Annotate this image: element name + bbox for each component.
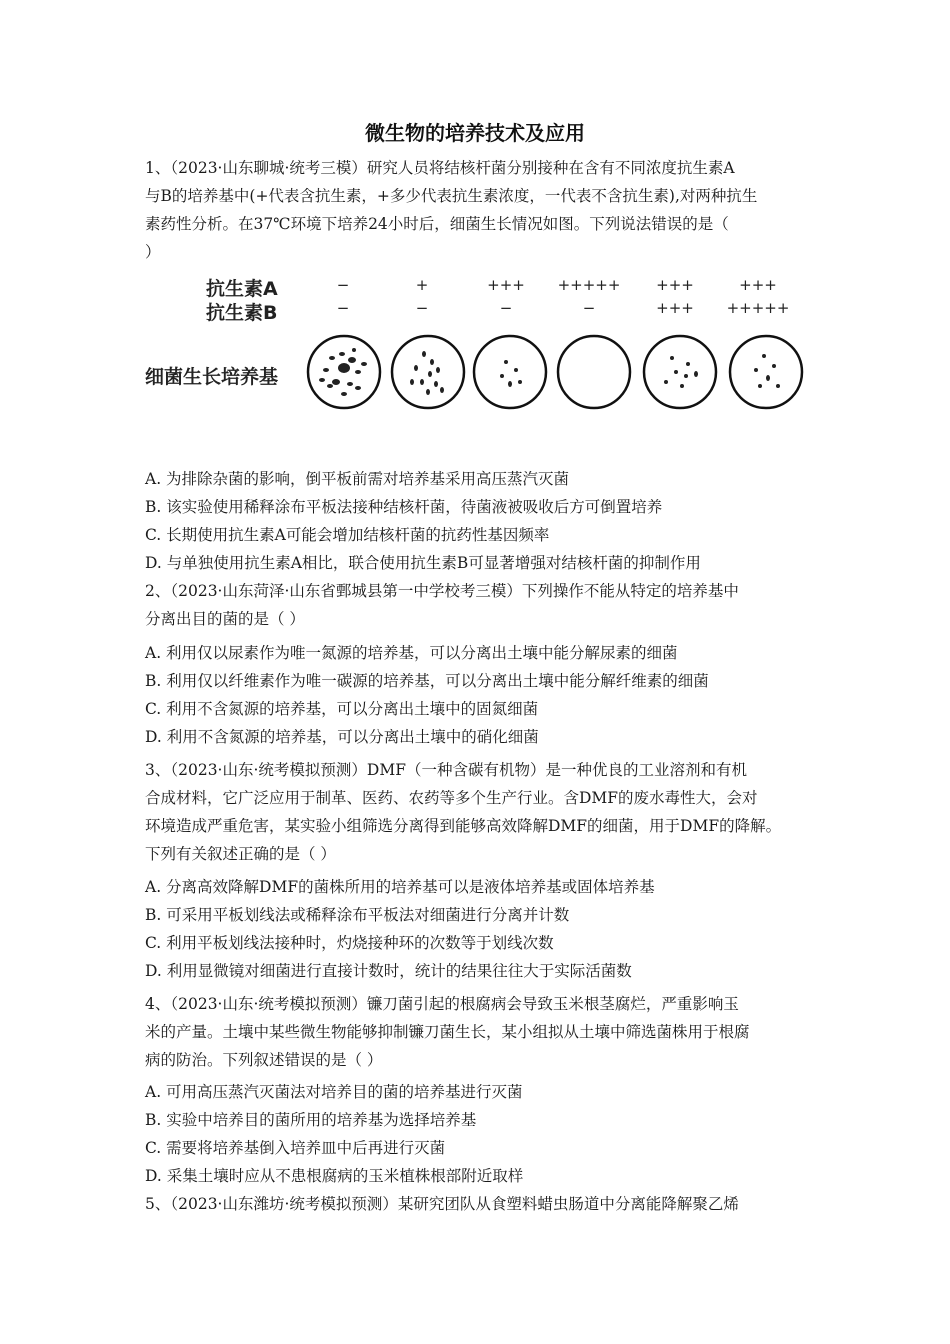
text-line: 病的防治。下列叙述错误的是（ ） <box>145 1051 383 1069</box>
text-line: ） <box>145 243 161 261</box>
figure-label-antibiotic-b: 抗生素B <box>206 302 278 324</box>
page-title: 微生物的培养技术及应用 <box>365 121 585 145</box>
figure-label-antibiotic-a: 抗生素A <box>206 278 278 300</box>
text-line: A. 为排除杂菌的影响，倒平板前需对培养基采用高压蒸汽灭菌 <box>145 470 570 488</box>
petri-dish <box>470 332 550 412</box>
text-line: D. 利用不含氮源的培养基，可以分离出土壤中的硝化细菌 <box>145 728 539 746</box>
text-line: C. 利用平板划线法接种时，灼烧接种环的次数等于划线次数 <box>145 934 554 952</box>
antibiotic-b-level: +++++ <box>726 299 790 317</box>
text-line: C. 长期使用抗生素A可能会增加结核杆菌的抗药性基因频率 <box>145 526 550 544</box>
antibiotic-a-level: +++ <box>739 276 777 294</box>
antibiotic-b-level: − <box>499 299 513 317</box>
text-line: A. 利用仅以尿素作为唯一氮源的培养基，可以分离出土壤中能分解尿素的细菌 <box>145 644 678 662</box>
text-line: C. 需要将培养基倒入培养皿中后再进行灭菌 <box>145 1139 446 1157</box>
text-line: 2、（2023·山东菏泽·山东省鄄城县第一中学校考三模）下列操作不能从特定的培养基中 <box>145 582 739 600</box>
text-line: 米的产量。土壤中某些微生物能够抑制镰刀菌生长，某小组拟从土壤中筛选菌株用于根腐 <box>145 1023 750 1041</box>
antibiotic-a-level: +++ <box>656 276 694 294</box>
antibiotic-a-level: − <box>336 276 350 294</box>
text-line: B. 该实验使用稀释涂布平板法接种结核杆菌，待菌液被吸收后方可倒置培养 <box>145 498 663 516</box>
text-line: A. 可用高压蒸汽灭菌法对培养目的菌的培养基进行灭菌 <box>145 1083 523 1101</box>
petri-dish <box>388 332 468 412</box>
figure-label-culture-dish: 细菌生长培养基 <box>145 366 279 388</box>
antibiotic-b-level: − <box>415 299 429 317</box>
text-line: B. 可采用平板划线法或稀释涂布平板法对细菌进行分离并计数 <box>145 906 570 924</box>
text-line: D. 与单独使用抗生素A相比，联合使用抗生素B可显著增强对结核杆菌的抑制作用 <box>145 554 701 572</box>
text-line: 下列有关叙述正确的是（ ） <box>145 845 336 863</box>
petri-dish <box>304 332 384 412</box>
text-line: 3、（2023·山东·统考模拟预测）DMF（一种含碳有机物）是一种优良的工业溶剂和有机 <box>145 761 747 779</box>
petri-dish <box>640 332 720 412</box>
text-line: B. 实验中培养目的菌所用的培养基为选择培养基 <box>145 1111 477 1129</box>
text-line: D. 利用显微镜对细菌进行直接计数时，统计的结果往往大于实际活菌数 <box>145 962 632 980</box>
antibiotic-b-level: − <box>582 299 596 317</box>
antibiotic-b-level: +++ <box>656 299 694 317</box>
text-line: 素药性分析。在37℃环境下培养24小时后，细菌生长情况如图。下列说法错误的是（ <box>145 215 729 233</box>
antibiotic-figure <box>145 270 820 420</box>
text-line: 分离出目的菌的是（ ） <box>145 610 305 628</box>
text-line: D. 采集土壤时应从不患根腐病的玉米植株根部附近取样 <box>145 1167 524 1185</box>
antibiotic-b-level: − <box>336 299 350 317</box>
text-line: 与B的培养基中(+代表含抗生素，+多少代表抗生素浓度，一代表不含抗生素),对两种抗生 <box>145 187 758 205</box>
text-line: A. 分离高效降解DMF的菌株所用的培养基可以是液体培养基或固体培养基 <box>145 878 655 896</box>
text-line: 5、（2023·山东潍坊·统考模拟预测）某研究团队从食塑料蜡虫肠道中分离能降解聚乙烯 <box>145 1195 739 1213</box>
text-line: 环境造成严重危害，某实验小组筛选分离得到能够高效降解DMF的细菌，用于DMF的降解。 <box>145 817 782 835</box>
petri-dish <box>726 332 806 412</box>
text-line: 1、（2023·山东聊城·统考三模）研究人员将结核杆菌分别接种在含有不同浓度抗生素A <box>145 159 735 177</box>
petri-dish <box>554 332 634 412</box>
text-line: 4、（2023·山东·统考模拟预测）镰刀菌引起的根腐病会导致玉米根茎腐烂，严重影响玉 <box>145 995 739 1013</box>
antibiotic-a-level: +++++ <box>557 276 621 294</box>
text-line: C. 利用不含氮源的培养基，可以分离出土壤中的固氮细菌 <box>145 700 539 718</box>
antibiotic-a-level: +++ <box>487 276 525 294</box>
antibiotic-a-level: + <box>415 276 429 294</box>
text-line: 合成材料，它广泛应用于制革、医药、农药等多个生产行业。含DMF的废水毒性大，会对 <box>145 789 758 807</box>
text-line: B. 利用仅以纤维素作为唯一碳源的培养基，可以分离出土壤中能分解纤维素的细菌 <box>145 672 709 690</box>
